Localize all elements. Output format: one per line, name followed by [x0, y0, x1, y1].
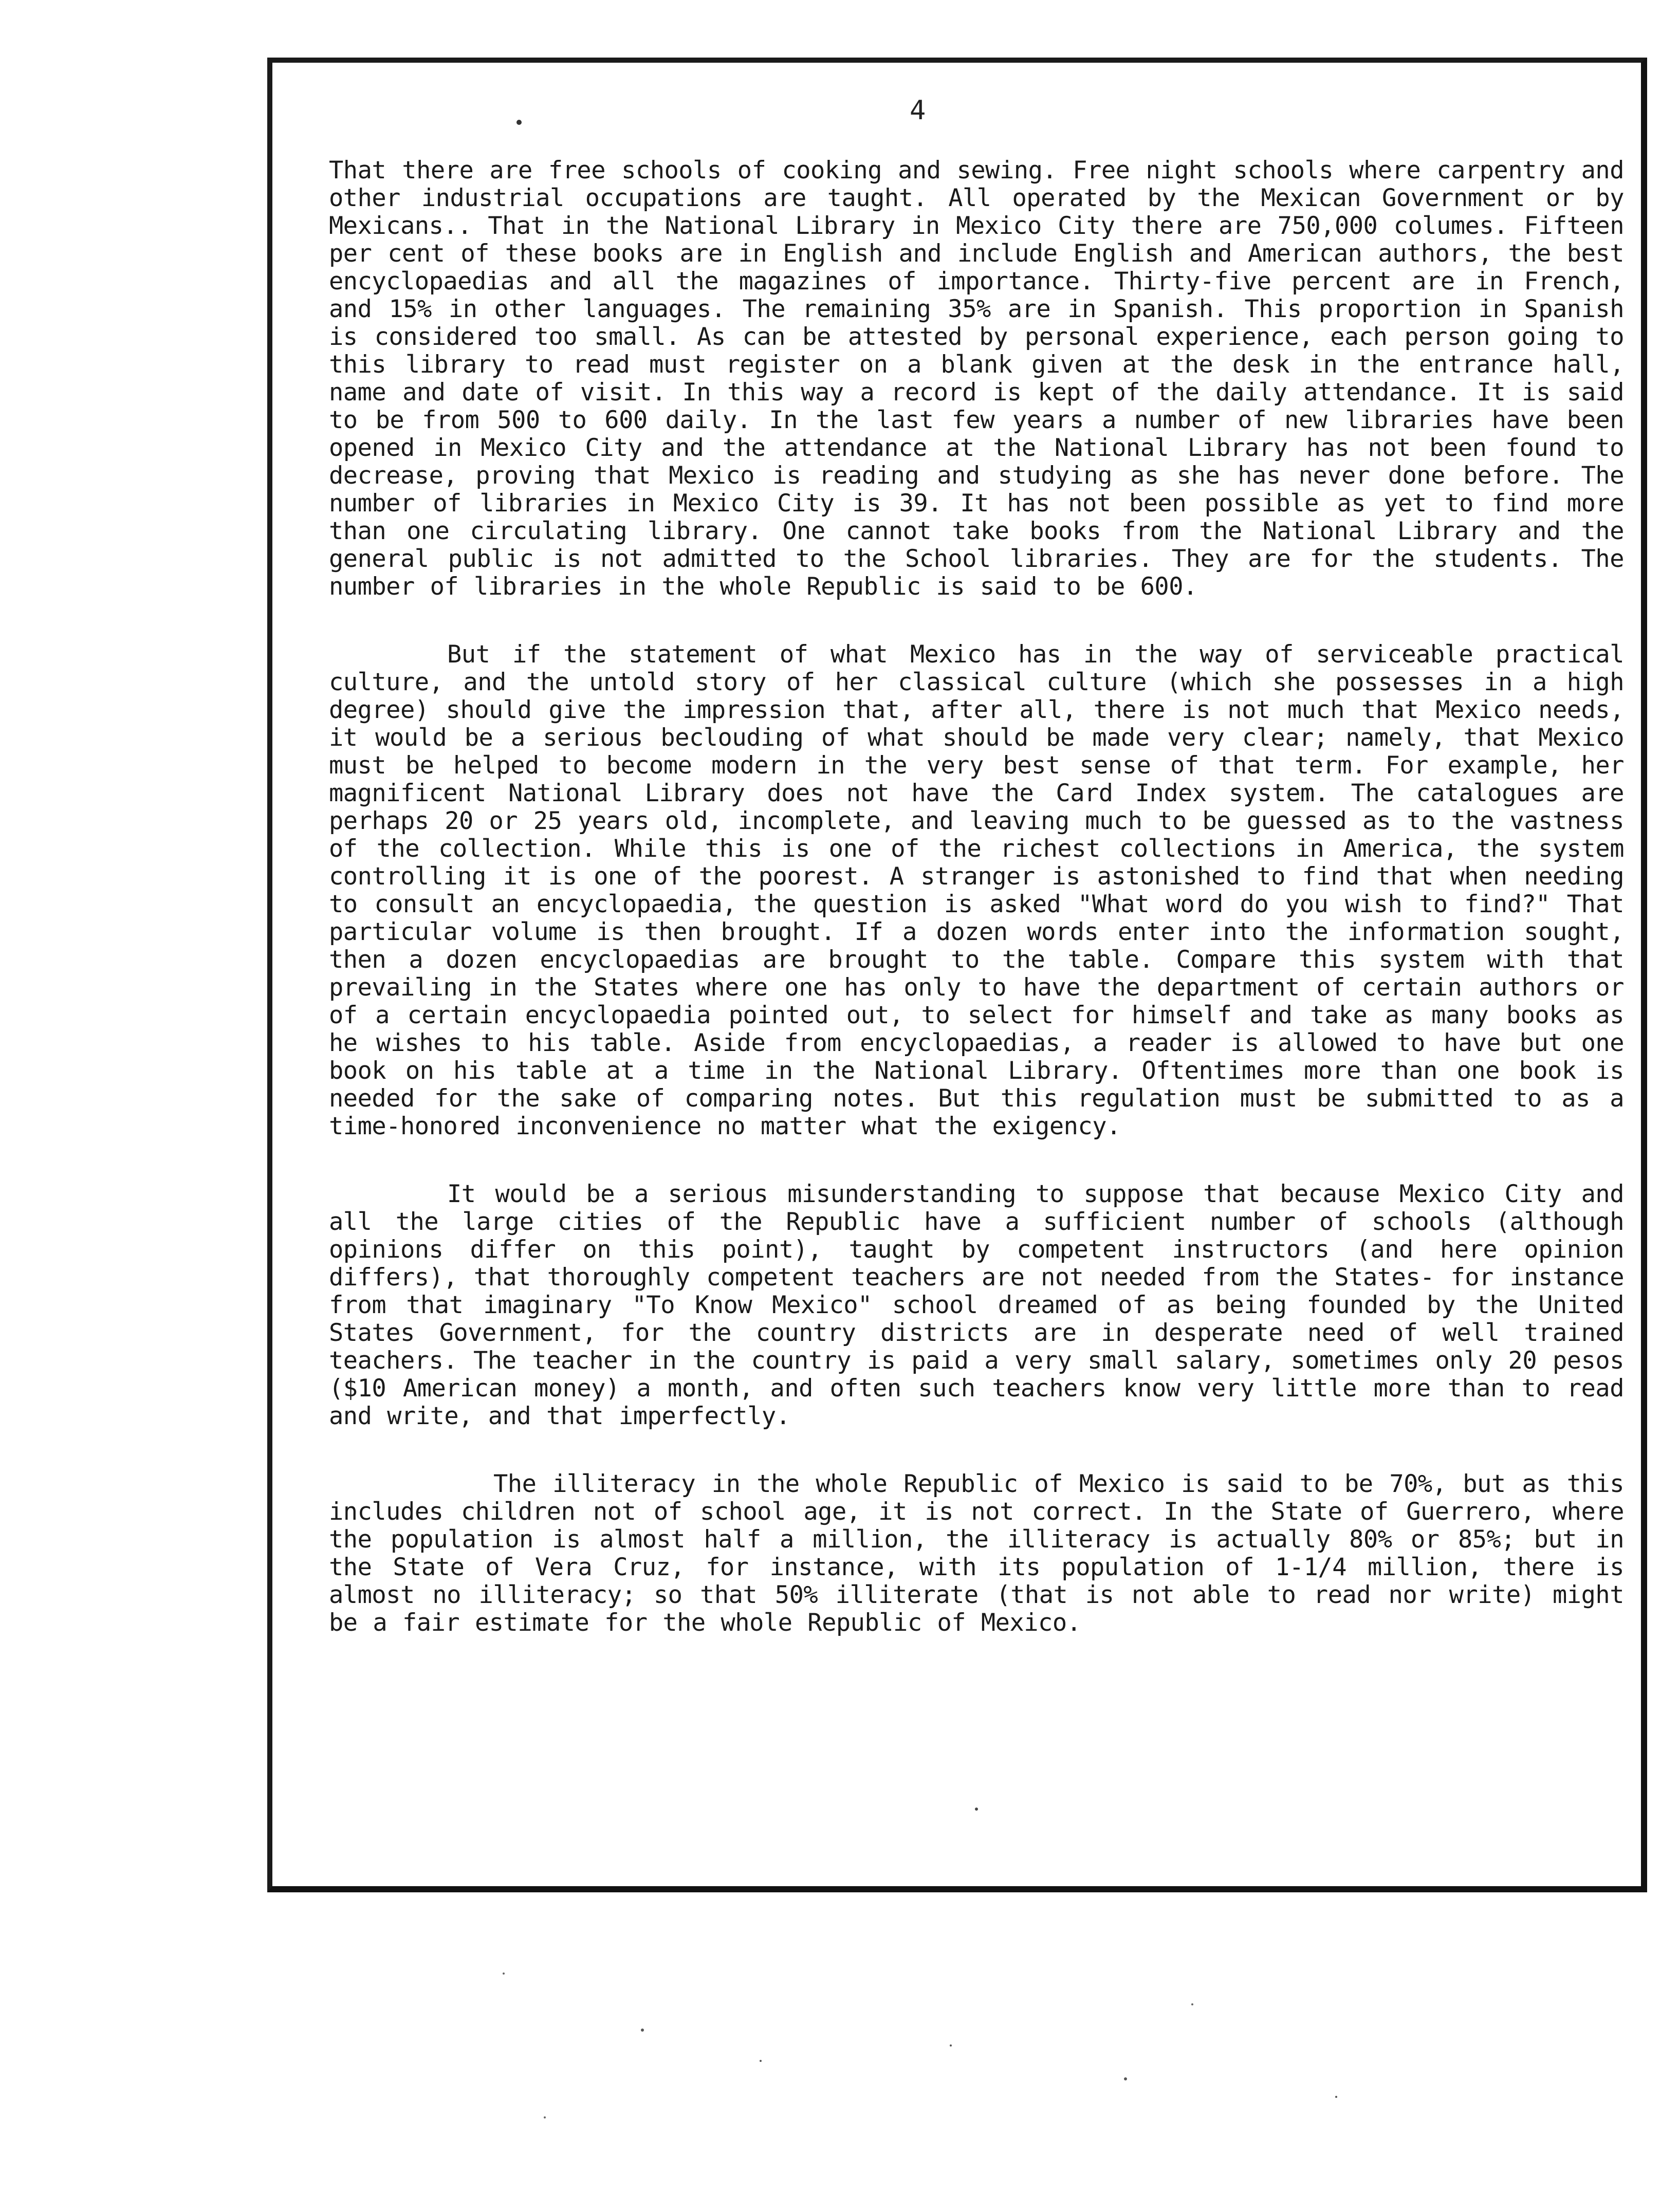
paragraph-teachers: It would be a serious misunderstanding to suppose that because Mexico City and all the large cities of the Republic have a sufficient number of schools (although opinions differ on this point), taught by competent instructors (and here opinion differs), that thoroughly competent teachers are not needed from the States- for instance from that imaginary "To Know Mexico" school dreamed of as being founded by the United States Government, for the country districts are in desperate need of well trained teachers. The teacher in the country is paid a very small salary, sometimes only 20 pesos ($10 American money) a month, and often such teachers know very little more than to read and write, and that imperfectly.: [329, 1180, 1624, 1430]
document-body: [329, 157, 1624, 1677]
paragraph-libraries: That there are free schools of cooking and sewing. Free night schools where carpentry and other industrial occupations are taught. All operated by the Mexican Government or by Mexicans.. That in the National Library in Mexico City there are 750,000 columes. Fifteen per cent of these books are in English and include English and American authors, the best encyclopaedias and all the magazines of importance. Thirty-five percent are in French, and 15% in other languages. The remaining 35% are in Spanish. This proportion in Spanish is considered too small. As can be attested by personal experience, each person going to this library to read must register on a blank given at the desk in the entrance hall, name and date of visit. In this way a record is kept of the daily attendance. It is said to be from 500 to 600 daily. In the last few years a number of new libraries have been opened in Mexico City and the attendance at the National Library has not been found to decrease, proving that Mexico is reading and studying as she has never done before. The number of libraries in Mexico City is 39. It has not been possible as yet to find more than one circulating library. One cannot take books from the National Library and the general public is not admitted to the School libraries. They are for the students. The number of libraries in the whole Republic is said to be 600.: [329, 156, 1624, 601]
paragraph-illiteracy: The illiteracy in the whole Republic of Mexico is said to be 70%, but as this includes children not of school age, it is not correct. In the State of Guerrero, where the population is almost half a million, the illiteracy is actually 80% or 85%; but in the State of Vera Cruz, for instance, with its population of 1-1/4 million, there is almost no illiteracy; so that 50% illiterate (that is not able to read nor write) might be a fair estimate for the whole Republic of Mexico.: [329, 1470, 1624, 1637]
page-number: 4: [910, 95, 926, 126]
paragraph-modernization: But if the statement of what Mexico has in the way of serviceable practical culture, and the untold story of her classical culture (which she possesses in a high degree) should give the impression that, after all, there is not much that Mexico needs, it would be a serious beclouding of what should be made very clear; namely, that Mexico must be helped to become modern in the very best sense of that term. For example, her magnificent National Library does not have the Card Index system. The catalogues are perhaps 20 or 25 years old, incomplete, and leaving much to be guessed as to the vastness of the collection. While this is one of the richest collections in America, the system controlling it is one of the poorest. A stranger is astonished to find that when needing to consult an encyclopaedia, the question is asked "What word do you wish to find?" That particular volume is then brought. If a dozen words enter into the information sought, then a dozen encyclopaedias are brought to the table. Compare this system with that prevailing in the States where one has only to have the department of certain authors or of a certain encyclopaedia pointed out, to select for himself and take as many books as he wishes to his table. Aside from encyclopaedias, a reader is allowed to have but one book on his table at a time in the National Library. Oftentimes more than one book is needed for the sake of comparing notes. But this regulation must be submitted to as a time-honored inconvenience no matter what the exigency.: [329, 640, 1624, 1140]
